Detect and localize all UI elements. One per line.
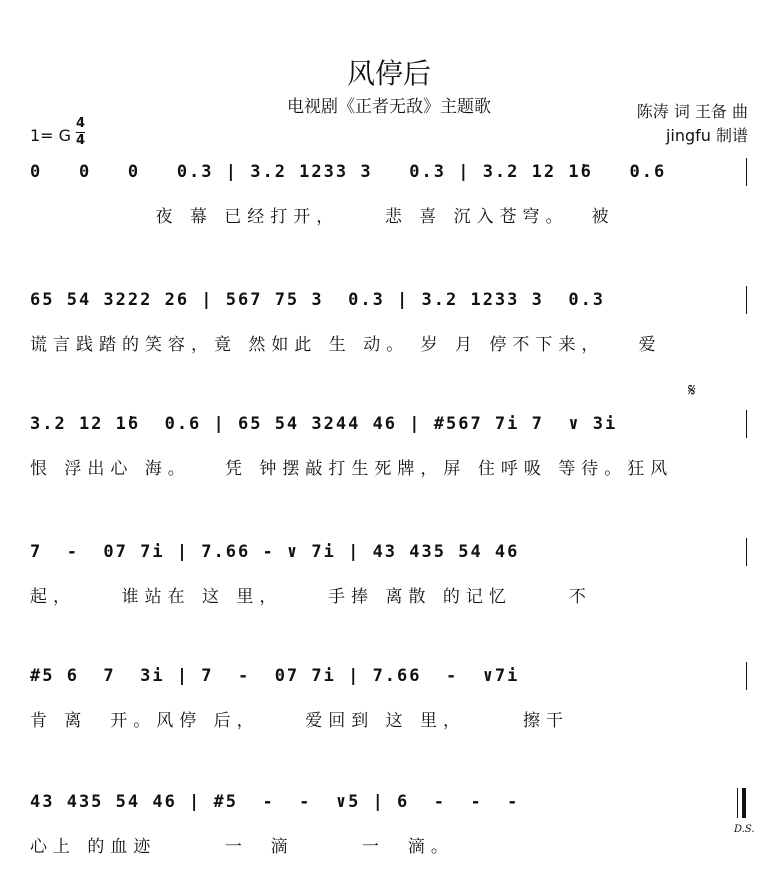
system-2-notes: 65 54 3222 26 | 567 75 3 0.3 | 3.2 1233 3 0.3 [30, 290, 606, 310]
system-5-notes: #5 6 7 3i | 7 - 07 7i | 7.66 - ∨7i [30, 666, 520, 686]
barline [746, 662, 747, 690]
system-4-notes: 7 - 07 7i | 7.66 - ∨ 7i | 43 435 54 46 [30, 542, 520, 562]
barline [746, 286, 747, 314]
time-signature-top: 4 [76, 116, 86, 131]
lyricist-composer: 陈涛 词 王备 曲 [636, 102, 748, 121]
barline [746, 158, 747, 186]
final-barline-thin [737, 788, 738, 818]
system-5-lyrics: 肯 离 开。风停 后， 爱回到 这 里， 擦干 [30, 711, 570, 731]
segno-sign: 𝄋 [688, 380, 696, 401]
barline [746, 410, 747, 438]
system-3-lyrics: 恨 浮出心 海。 凭 钟摆敲打生死牌，屏 住呼吸 等待。狂风 [30, 459, 674, 479]
credits [637, 100, 748, 148]
song-subtitle: 电视剧《正者无敌》主题歌 [287, 97, 491, 117]
system-4-lyrics: 起， 谁站在 这 里， 手捧 离散 的记忆 不 [30, 587, 592, 607]
song-title: 风停后 [346, 57, 431, 90]
system-1 [0, 162, 778, 252]
system-5 [0, 666, 778, 756]
system-2 [0, 290, 778, 380]
time-signature-bottom: 4 [76, 133, 86, 148]
system-2-lyrics: 谎言践踏的笑容，竟 然如此 生 动。 岁 月 停不下来， 爱 [30, 335, 662, 355]
ds-mark: D.S. [734, 824, 755, 835]
system-3-notes: 3.2 12 1̇6 0.6 | 65 54 3244 46 | #567 7i 7 ∨ 3i [30, 414, 618, 434]
system-4 [0, 542, 778, 632]
barline [746, 538, 747, 566]
time-signature [76, 116, 85, 149]
final-barline-thick [742, 788, 746, 818]
system-3 [0, 380, 778, 504]
system-6-notes: 43 435 54 46 | #5 - - ∨5 | 6 - - - [30, 792, 520, 812]
key-signature: 1= G [30, 126, 72, 145]
system-6-lyrics: 心上 的血迹 一 滴 一 滴。 [30, 837, 454, 857]
arranger: jingfu 制谱 [665, 126, 748, 145]
system-1-notes: 0 0 0 0.3 | 3.2 1233 3 0.3 | 3.2 12 1̇6 0.6 [30, 162, 667, 182]
system-1-lyrics: 夜 幕 已经打开， 悲 喜 沉入苍穹。 被 [30, 207, 615, 227]
